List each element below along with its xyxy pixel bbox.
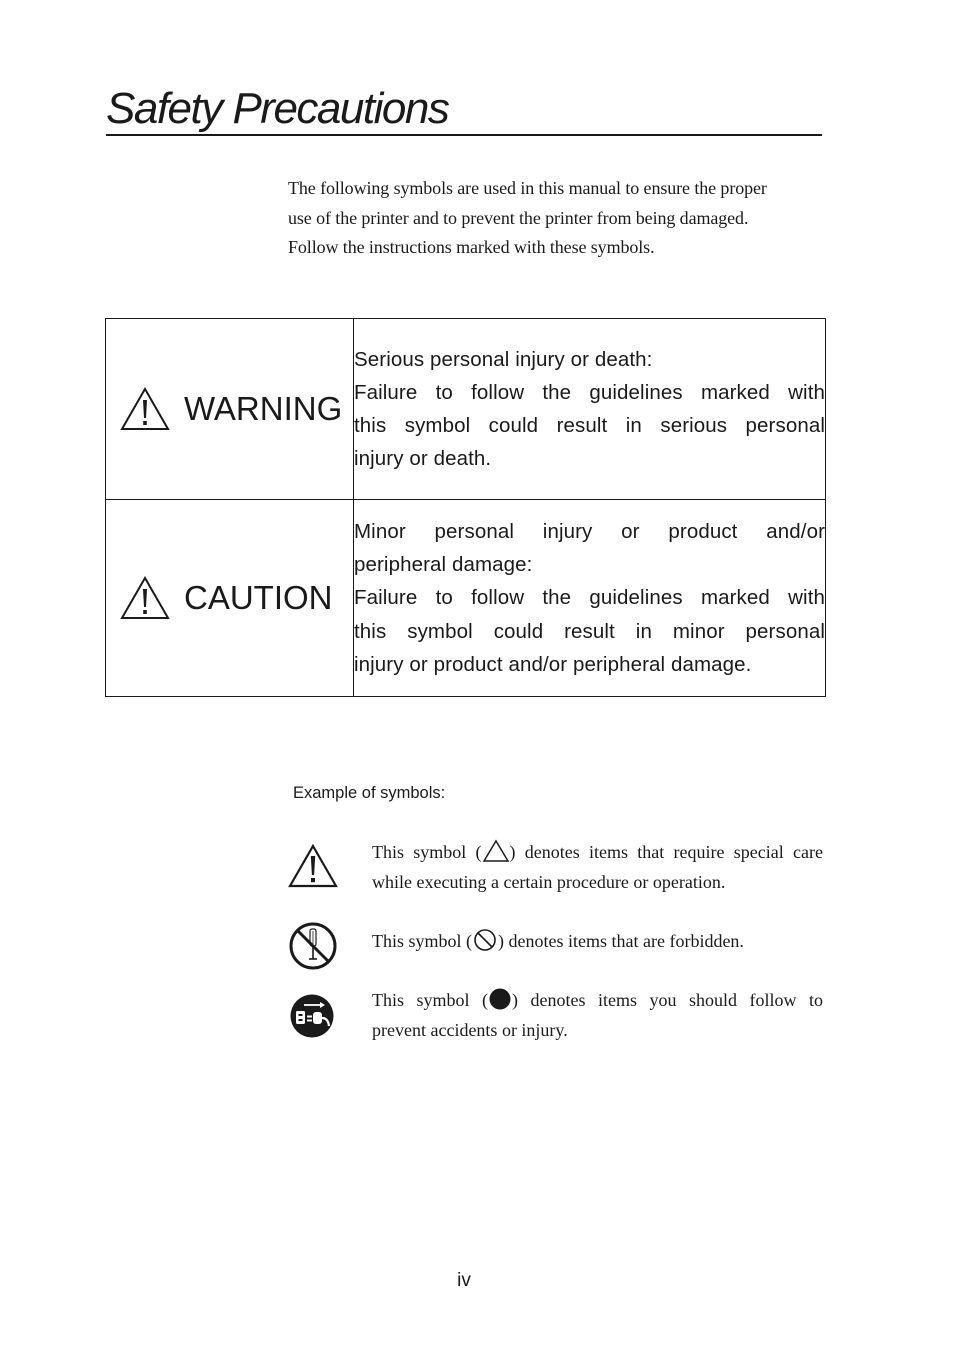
caution-desc-line: injury or product and/or peripheral damage. [354,652,752,676]
warning-triangle-icon [120,576,170,620]
warning-desc-line: Serious personal injury or death: [354,347,653,371]
caution-triangle-icon [288,844,338,888]
example-caution-text [372,838,823,897]
small-prohibited-icon [472,928,498,952]
caution-label-text: CAUTION [184,579,333,616]
caution-desc-line: Failure to follow the guidelines marked with [354,586,825,610]
intro-line: The following symbols are used in this manual to ensure the proper [288,178,767,198]
caution-description [354,500,826,697]
example-prohibited-text [372,927,823,957]
caution-desc-line: this symbol could result in minor personal [354,619,825,643]
example-caution-line: while executing a certain procedure or operation. [372,871,726,892]
caution-row [106,500,826,697]
page-number: iv [457,1270,471,1291]
warning-label-text: WARNING [184,390,343,427]
warning-row [106,319,826,500]
caution-label [106,576,353,620]
example-prohibited-line: This symbol ( ) denotes items that are forbidden. [372,927,823,957]
example-mandatory-line: prevent accidents or injury. [372,1019,568,1040]
example-mandatory-text [372,986,823,1045]
warning-desc-line: Failure to follow the guidelines marked with [354,380,825,404]
intro-line: Follow the instructions marked with these symbols. [288,237,655,257]
warning-label [106,387,353,431]
unplug-power-icon [288,992,336,1040]
warning-description [354,319,826,500]
prohibited-disassembly-icon [288,921,338,971]
small-filled-circle-icon [488,987,512,1011]
caution-label-cell [106,500,354,697]
warning-triangle-icon [120,387,170,431]
intro-paragraph [288,174,828,263]
warning-desc-line: injury or death. [354,447,492,471]
example-caution-line: This symbol ( ) denotes items that require special care [372,838,823,868]
warning-label-cell [106,319,354,500]
caution-desc-line: Minor personal injury or product and/or [354,519,825,543]
warning-desc-line: this symbol could result in serious personal [354,414,825,437]
example-mandatory-line: This symbol ( ) denotes items you should follow to [372,986,823,1016]
page-title: Safety Precautions [106,84,822,136]
intro-line: use of the printer and to prevent the printer from being damaged. [288,207,749,228]
hazard-levels-table [105,318,826,697]
small-triangle-icon [482,839,510,863]
caution-desc-line: peripheral damage: [354,553,533,577]
example-heading: Example of symbols: [293,784,446,802]
